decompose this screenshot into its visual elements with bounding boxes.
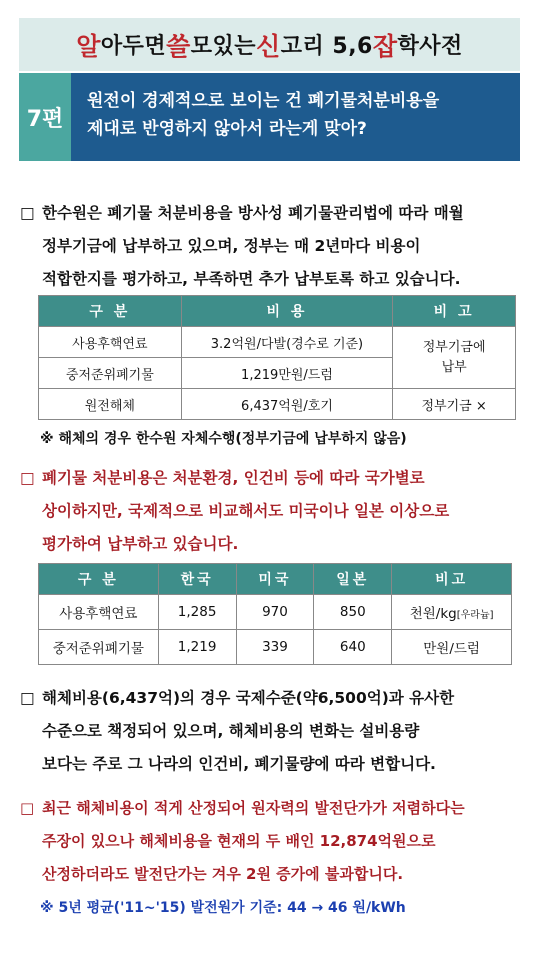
- table-cell: 중저준위폐기물: [39, 358, 182, 389]
- episode-badge: 7편: [19, 73, 71, 161]
- paragraph-line: 수준으로 책정되어 있으며, 해체비용의 변화는 설비용량: [42, 722, 420, 740]
- table-row: [39, 389, 516, 420]
- table-cell: 정부기금에 납부: [393, 327, 516, 389]
- table-header: 비고: [392, 564, 512, 595]
- table-cell: 사용후핵연료: [39, 327, 182, 358]
- table-cell: 1,219: [158, 630, 236, 665]
- bullet: □: [20, 469, 35, 487]
- paragraph-line: 평가하여 납부하고 있습니다.: [42, 535, 239, 553]
- title-part: 학사전: [397, 34, 463, 59]
- table-cell: 중저준위폐기물: [39, 630, 159, 665]
- title-part: 고리 5,6: [280, 34, 373, 59]
- unit-subtext: [우라늄]: [456, 610, 494, 621]
- paragraph-line: 폐기물 처분비용은 처분환경, 인건비 등에 따라 국가별로: [42, 469, 425, 487]
- table-cell: 970: [236, 595, 314, 630]
- bullet: □: [20, 204, 35, 222]
- table-cell: [392, 595, 512, 630]
- table-cell: 사용후핵연료: [39, 595, 159, 630]
- unit-text: 천원/kg: [409, 606, 457, 622]
- table-cell: 3.2억원/다발(경수로 기준): [181, 327, 393, 358]
- title-part: 알: [76, 31, 101, 61]
- paragraph-line: 한수원은 폐기물 처분비용을 방사성 폐기물관리법에 따라 매월: [42, 204, 464, 222]
- table-cell: 원전해체: [39, 389, 182, 420]
- table-cell: 1,285: [158, 595, 236, 630]
- title-part: 잡: [372, 31, 398, 61]
- table-header: 비 고: [393, 296, 516, 327]
- table-row: [39, 595, 512, 630]
- bullet: □: [20, 799, 35, 817]
- paragraph-line: 해체비용(6,437억)의 경우 국제수준(약6,500억)과 유사한: [42, 689, 455, 707]
- table-row: [39, 630, 512, 665]
- table-header: 미국: [236, 564, 314, 595]
- paragraph-line: 산정하더라도 발전단가는 겨우 2원 증가에 불과합니다.: [42, 865, 404, 883]
- page-title: [19, 18, 520, 71]
- bullet: □: [20, 689, 35, 707]
- paragraph-line: 상이하지만, 국제적으로 비교해서도 미국이나 일본 이상으로: [42, 502, 450, 520]
- table-header: 일본: [314, 564, 392, 595]
- paragraph-2: [20, 462, 525, 561]
- table-cell: 850: [314, 595, 392, 630]
- table-cell: 정부기금 ×: [393, 389, 516, 420]
- paragraph-1: [20, 197, 525, 296]
- cost-table: [38, 295, 516, 420]
- comparison-table: [38, 563, 512, 665]
- table-header: 구 분: [39, 564, 159, 595]
- footnote: ※ 해체의 경우 한수원 자체수행(정부기금에 납부하지 않음): [40, 431, 407, 447]
- paragraph-4: [20, 792, 525, 891]
- title-part: 아두면: [100, 34, 167, 59]
- table-cell: 6,437억원/호기: [181, 389, 393, 420]
- paragraph-line: 적합한지를 평가하고, 부족하면 추가 납부토록 하고 있습니다.: [42, 270, 461, 288]
- question-line: 제대로 반영하지 않아서 라는게 맞아?: [87, 119, 367, 139]
- header: [19, 18, 520, 161]
- table-cell: 339: [236, 630, 314, 665]
- question-box: [71, 73, 520, 161]
- table-header: 구 분: [39, 296, 182, 327]
- paragraph-line: 최근 해체비용이 적게 산정되어 원자력의 발전단가가 저렴하다는: [42, 799, 465, 817]
- paragraph-line: 보다는 주로 그 나라의 인건비, 폐기물량에 따라 변합니다.: [42, 755, 436, 773]
- table-cell: 만원/드럼: [392, 630, 512, 665]
- table-cell: 1,219만원/드럼: [181, 358, 393, 389]
- table-row: [39, 327, 516, 358]
- table-header: 한국: [158, 564, 236, 595]
- title-part: 쓸: [166, 31, 191, 61]
- title-part: 모있는: [190, 34, 257, 59]
- paragraph-line: 정부기금에 납부하고 있으며, 정부는 매 2년마다 비용이: [42, 237, 421, 255]
- footnote: ※ 5년 평균('11~'15) 발전원가 기준: 44 → 46 원/kWh: [40, 900, 406, 916]
- paragraph-3: [20, 682, 525, 781]
- table-cell: 640: [314, 630, 392, 665]
- question-line: 원전이 경제적으로 보이는 건 폐기물처분비용을: [87, 91, 440, 111]
- table-header: 비 용: [181, 296, 393, 327]
- title-part: 신: [256, 31, 281, 61]
- paragraph-line: 주장이 있으나 해체비용을 현재의 두 배인 12,874억원으로: [42, 832, 436, 850]
